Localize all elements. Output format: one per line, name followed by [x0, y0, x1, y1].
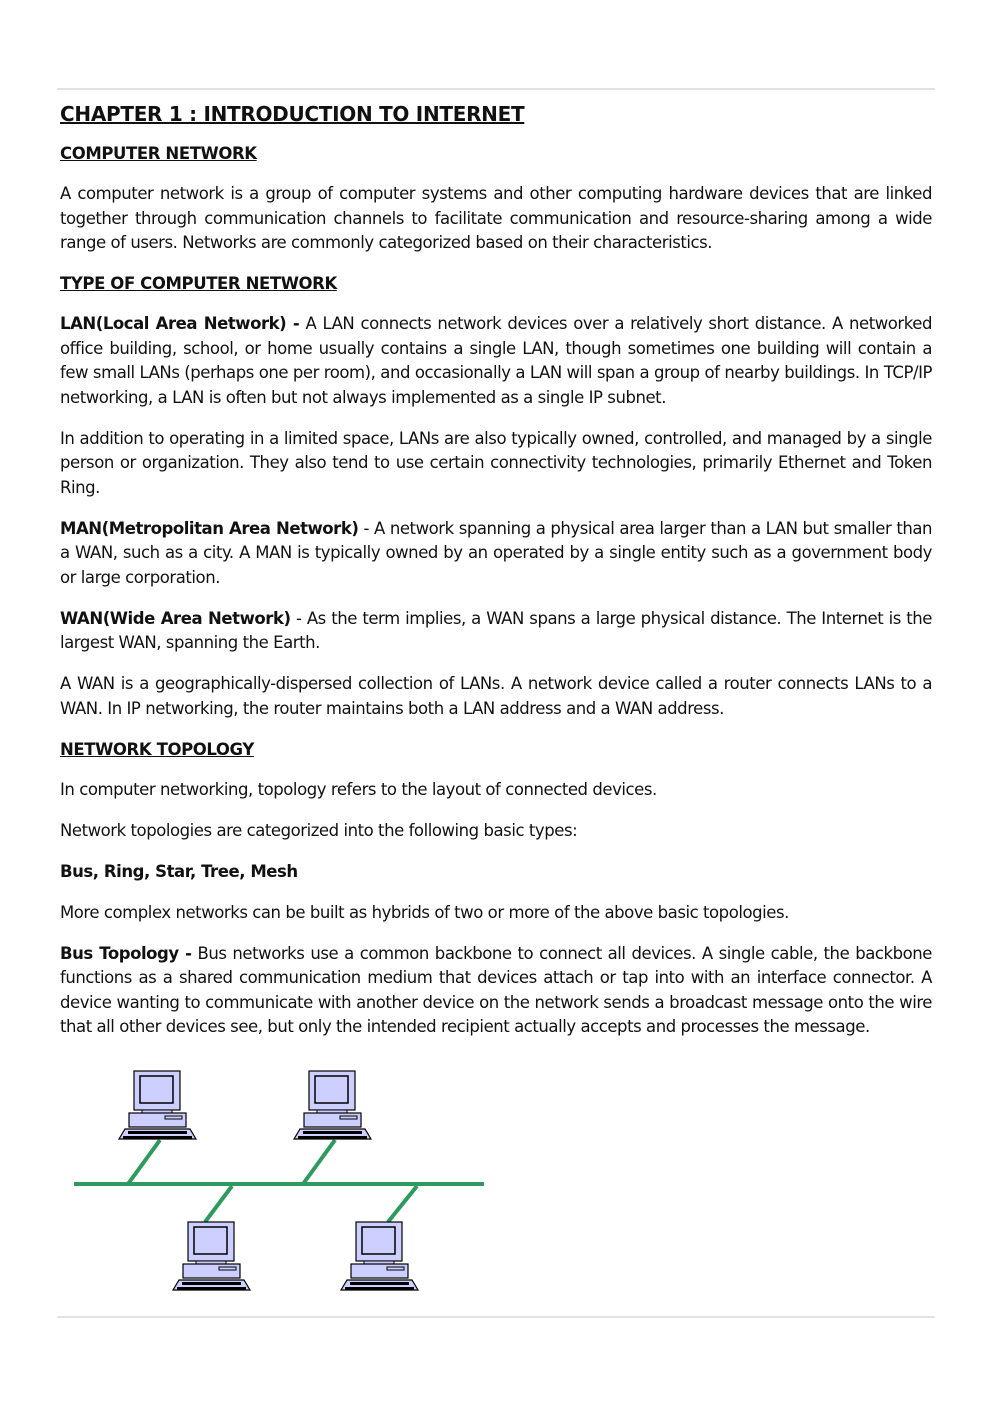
paragraph: A computer network is a group of computer systems and other computing hardware devices that are linked together through communication channels to facilitate communication and resource-sharing among a wide range of users. Networks are commonly categorized based on their characteristics. — [60, 184, 932, 252]
desktop-computer-icon — [119, 1071, 196, 1139]
drop-cable — [388, 1186, 417, 1222]
paragraph: In computer networking, topology refers to the layout of connected devices. — [60, 779, 657, 799]
desktop-computer-icon — [294, 1071, 371, 1139]
heading-computer-network: COMPUTER NETWORK — [60, 144, 257, 163]
paragraph: Network topologies are categorized into the following basic types: — [60, 820, 578, 840]
paragraph-wan — [60, 607, 932, 656]
drop-cable — [128, 1140, 160, 1184]
term-bus: Bus Topology - — [60, 943, 192, 963]
desktop-computer-icon — [173, 1222, 250, 1290]
paragraph-man — [60, 517, 932, 591]
drop-cable — [303, 1140, 335, 1184]
paragraph-bus — [60, 942, 932, 1040]
paragraph: A WAN is a geographically-dispersed collection of LANs. A network device called a router connects LANs to a WAN. In IP networking, the router maintains both a LAN address and a WAN address. — [60, 674, 932, 718]
heading-topology: NETWORK TOPOLOGY — [60, 739, 254, 759]
bus-text: Bus networks use a common backbone to connect all devices. A single cable, the backbone functions as a shared communication medium that devices attach or tap into with an interface connector. A device wanting to communicate with another device on the network sends a broadcast message onto the wire that all other devices see, but only the intended recipient actually accepts and processes the message. — [60, 943, 932, 1036]
top-rule — [57, 88, 935, 90]
term-man: MAN(Metropolitan Area Network) — [60, 518, 359, 538]
paragraph: More complex networks can be built as hybrids of two or more of the above basic topologies. — [60, 902, 789, 922]
desktop-computer-icon — [341, 1222, 418, 1290]
paragraph: In addition to operating in a limited space, LANs are also typically owned, controlled, and managed by a single person or organization. They also tend to use certain connectivity technologies, primarily Ethernet and Token Ring. — [60, 428, 932, 497]
topology-types — [60, 860, 932, 885]
document-body — [60, 100, 932, 1056]
bottom-rule — [57, 1316, 935, 1318]
bus-topology-diagram — [60, 1060, 490, 1300]
drop-cable — [205, 1186, 232, 1222]
term-wan: WAN(Wide Area Network) — [60, 608, 291, 628]
man-text: - A network spanning a physical area larger than a LAN but smaller than a WAN, such as a city. A MAN is typically owned by an operated by a single entity such as a government body or large corporation. — [60, 518, 933, 587]
term-lan: LAN(Local Area Network) - — [60, 314, 300, 333]
lan-text: A LAN connects network devices over a relatively short distance. A networked office building, school, or home usually contains a single LAN, though sometimes one building will contain a few small LANs (perhaps one per room), and occasionally a LAN will span a group of nearby buildings. In TCP/IP networking, a LAN is often but not always implemented as a single IP subnet. — [60, 314, 932, 407]
paragraph-lan — [60, 312, 932, 410]
page-title: CHAPTER 1 : INTRODUCTION TO INTERNET — [60, 102, 525, 126]
heading-types: TYPE OF COMPUTER NETWORK — [60, 274, 337, 293]
topology-types-list: Bus, Ring, Star, Tree, Mesh — [60, 861, 298, 881]
wan-text: - As the term implies, a WAN spans a large physical distance. The Internet is the largest WAN, spanning the Earth. — [60, 608, 933, 652]
